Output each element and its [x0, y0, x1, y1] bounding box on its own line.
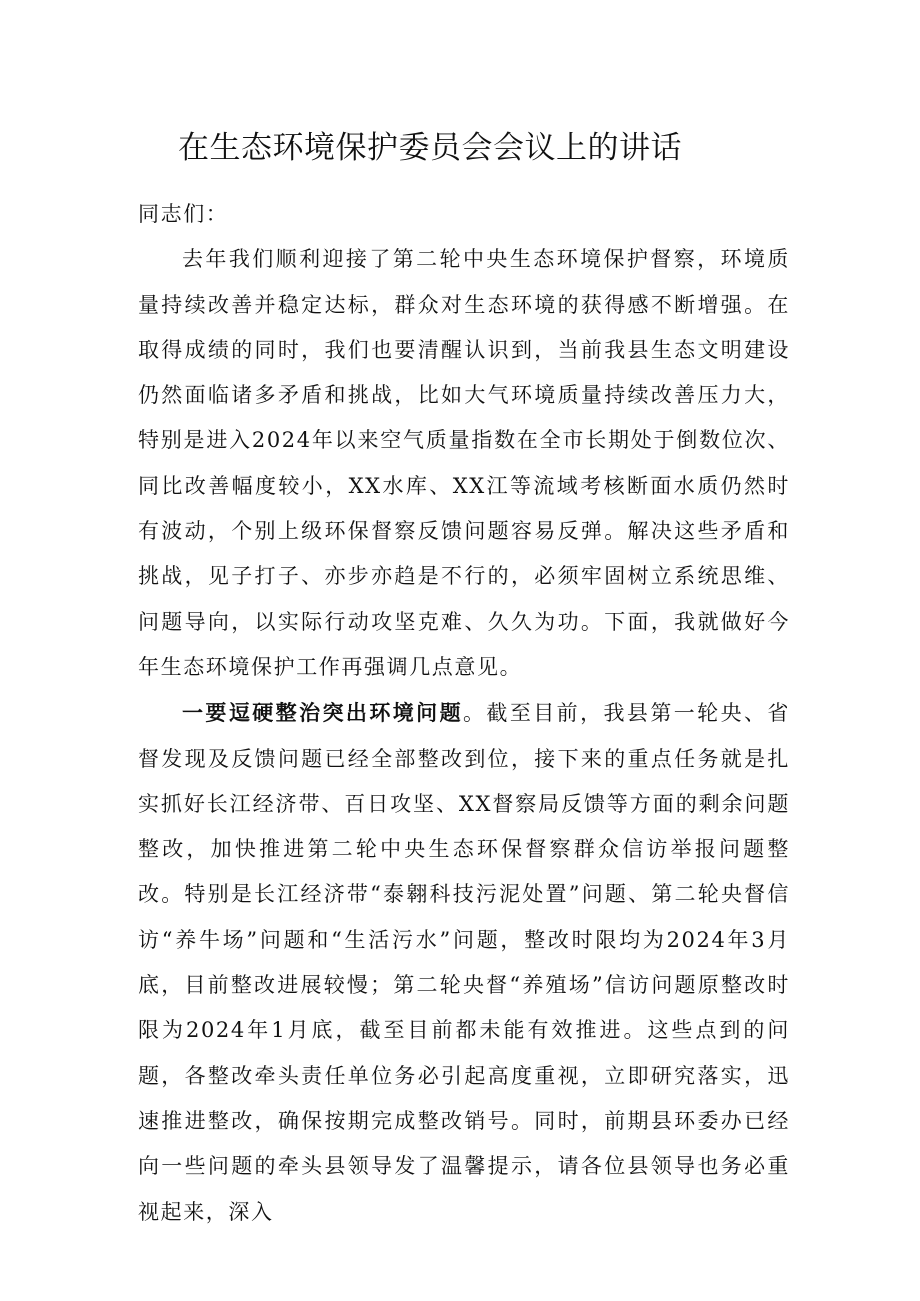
- paragraph-intro: 去年我们顺利迎接了第二轮中央生态环境保护督察，环境质量持续改善并稳定达标，群众对生态环境的获得感不断增强。在取得成绩的同时，我们也要清醒认识到，当前我县生态文明建设仍然面临诸多矛盾和挑战，比如大气环境质量持续改善压力大，特别是进入2024年以来空气质量指数在全市长期处于倒数位次、同比改善幅度较小，XX水库、XX江等流域考核断面水质仍然时有波动，个别上级环保督察反馈问题容易反弹。解决这些矛盾和挑战，见子打子、亦步亦趋是不行的，必须牢固树立系统思维、问题导向，以实际行动攻坚克难、久久为功。下面，我就做好今年生态环境保护工作再强调几点意见。: [138, 247, 790, 679]
- document-title: 在生态环境保护委员会会议上的讲话: [178, 130, 682, 166]
- document-body: [138, 192, 790, 1235]
- paragraph-point-one: [138, 690, 790, 1235]
- point-one-heading: 一要逗硬整治突出环境问题: [182, 700, 463, 726]
- salutation: 同志们：: [138, 202, 229, 226]
- point-one-body: 。截至目前，我县第一轮央、省督发现及反馈问题已经全部整改到位，接下来的重点任务就是扎实抓好长江经济带、百日攻坚、XX督察局反馈等方面的剩余问题整改，加快推进第二轮中央生态环保督察群众信访举报问题整改。特别是长江经济带“泰翱科技污泥处置”问题、第二轮央督信访“养牛场”问题和“生活污水”问题，整改时限均为2024年3月底，目前整改进展较慢；第二轮央督“养殖场”信访问题原整改时限为2024年1月底，截至目前都未能有效推进。这些点到的问题，各整改牵头责任单位务必引起高度重视，立即研究落实，迅速推进整改，确保按期完成整改销号。同时，前期县环委办已经向一些问题的牵头县领导发了温馨提示，请各位县领导也务必重视起来，深入: [138, 701, 791, 1224]
